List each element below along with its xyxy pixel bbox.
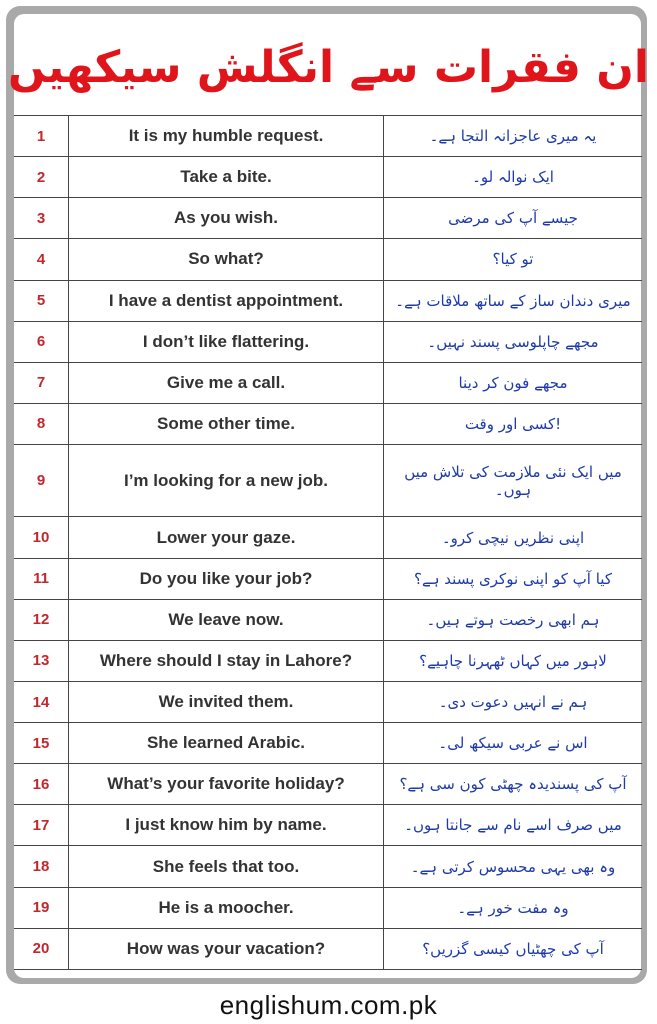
- row-number: 20: [14, 928, 69, 969]
- urdu-translation: اپنی نظریں نیچی کرو۔: [384, 517, 643, 558]
- row-number: 10: [14, 517, 69, 558]
- english-phrase: How was your vacation?: [69, 928, 384, 969]
- table-row: [14, 640, 642, 681]
- table-row: [14, 239, 642, 280]
- english-phrase: It is my humble request.: [69, 116, 384, 157]
- table-row: [14, 403, 642, 444]
- row-number: 19: [14, 887, 69, 928]
- row-number: 2: [14, 157, 69, 198]
- table-row: [14, 887, 642, 928]
- table-row: [14, 321, 642, 362]
- row-number: 15: [14, 723, 69, 764]
- phrase-table: [14, 115, 642, 970]
- row-number: 14: [14, 681, 69, 722]
- table-row: [14, 558, 642, 599]
- table-row: [14, 362, 642, 403]
- urdu-translation: میری دندان ساز کے ساتھ ملاقات ہے۔: [384, 280, 643, 321]
- english-phrase: So what?: [69, 239, 384, 280]
- urdu-translation: کیا آپ کو اپنی نوکری پسند ہے؟: [384, 558, 643, 599]
- urdu-translation: آپ کی پسندیدہ چھٹی کون سی ہے؟: [384, 764, 643, 805]
- table-row: [14, 445, 642, 517]
- table-row: [14, 681, 642, 722]
- urdu-translation: مجھے فون کر دینا: [384, 362, 643, 403]
- english-phrase: Lower your gaze.: [69, 517, 384, 558]
- table-row: [14, 805, 642, 846]
- table-row: [14, 517, 642, 558]
- english-phrase: What’s your favorite holiday?: [69, 764, 384, 805]
- table-row: [14, 157, 642, 198]
- table-row: [14, 928, 642, 969]
- english-phrase: I don’t like flattering.: [69, 321, 384, 362]
- row-number: 9: [14, 445, 69, 517]
- table-row: [14, 846, 642, 887]
- row-number: 17: [14, 805, 69, 846]
- english-phrase: I just know him by name.: [69, 805, 384, 846]
- urdu-translation: !کسی اور وقت: [384, 403, 643, 444]
- urdu-translation: ہم ابھی رخصت ہوتے ہیں۔: [384, 599, 643, 640]
- row-number: 12: [14, 599, 69, 640]
- urdu-translation: ایک نوالہ لو۔: [384, 157, 643, 198]
- urdu-translation: ہم نے انہیں دعوت دی۔: [384, 681, 643, 722]
- english-phrase: As you wish.: [69, 198, 384, 239]
- table-row: [14, 764, 642, 805]
- english-phrase: She feels that too.: [69, 846, 384, 887]
- site-url: englishum.com.pk: [219, 990, 438, 1020]
- table-row: [14, 198, 642, 239]
- english-phrase: Do you like your job?: [69, 558, 384, 599]
- english-phrase: He is a moocher.: [69, 887, 384, 928]
- english-phrase: Where should I stay in Lahore?: [69, 640, 384, 681]
- english-phrase: She learned Arabic.: [69, 723, 384, 764]
- row-number: 11: [14, 558, 69, 599]
- english-phrase: We leave now.: [69, 599, 384, 640]
- english-phrase: Some other time.: [69, 403, 384, 444]
- page-title: ان فقرات سے انگلش سیکھیں: [8, 42, 649, 93]
- urdu-translation: اس نے عربی سیکھ لی۔: [384, 723, 643, 764]
- row-number: 8: [14, 403, 69, 444]
- urdu-translation: تو کیا؟: [384, 239, 643, 280]
- row-number: 1: [14, 116, 69, 157]
- urdu-translation: جیسے آپ کی مرضی: [384, 198, 643, 239]
- english-phrase: I have a dentist appointment.: [69, 280, 384, 321]
- urdu-translation: میں ایک نئی ملازمت کی تلاش میں ہوں۔: [384, 445, 643, 517]
- english-phrase: Give me a call.: [69, 362, 384, 403]
- urdu-translation: لاہور میں کہاں ٹھہرنا چاہیے؟: [384, 640, 643, 681]
- row-number: 13: [14, 640, 69, 681]
- row-number: 6: [14, 321, 69, 362]
- table-row: [14, 599, 642, 640]
- english-phrase: I’m looking for a new job.: [69, 445, 384, 517]
- urdu-translation: وہ مفت خور ہے۔: [384, 887, 643, 928]
- row-number: 18: [14, 846, 69, 887]
- row-number: 5: [14, 280, 69, 321]
- table-row: [14, 280, 642, 321]
- row-number: 3: [14, 198, 69, 239]
- english-phrase: Take a bite.: [69, 157, 384, 198]
- urdu-translation: آپ کی چھٹیاں کیسی گزریں؟: [384, 928, 643, 969]
- urdu-translation: یہ میری عاجزانہ التجا ہے۔: [384, 116, 643, 157]
- table-row: [14, 723, 642, 764]
- table-row: [14, 116, 642, 157]
- urdu-translation: وہ بھی یہی محسوس کرتی ہے۔: [384, 846, 643, 887]
- urdu-translation: مجھے چاپلوسی پسند نہیں۔: [384, 321, 643, 362]
- row-number: 4: [14, 239, 69, 280]
- row-number: 16: [14, 764, 69, 805]
- urdu-translation: میں صرف اسے نام سے جانتا ہوں۔: [384, 805, 643, 846]
- english-phrase: We invited them.: [69, 681, 384, 722]
- row-number: 7: [14, 362, 69, 403]
